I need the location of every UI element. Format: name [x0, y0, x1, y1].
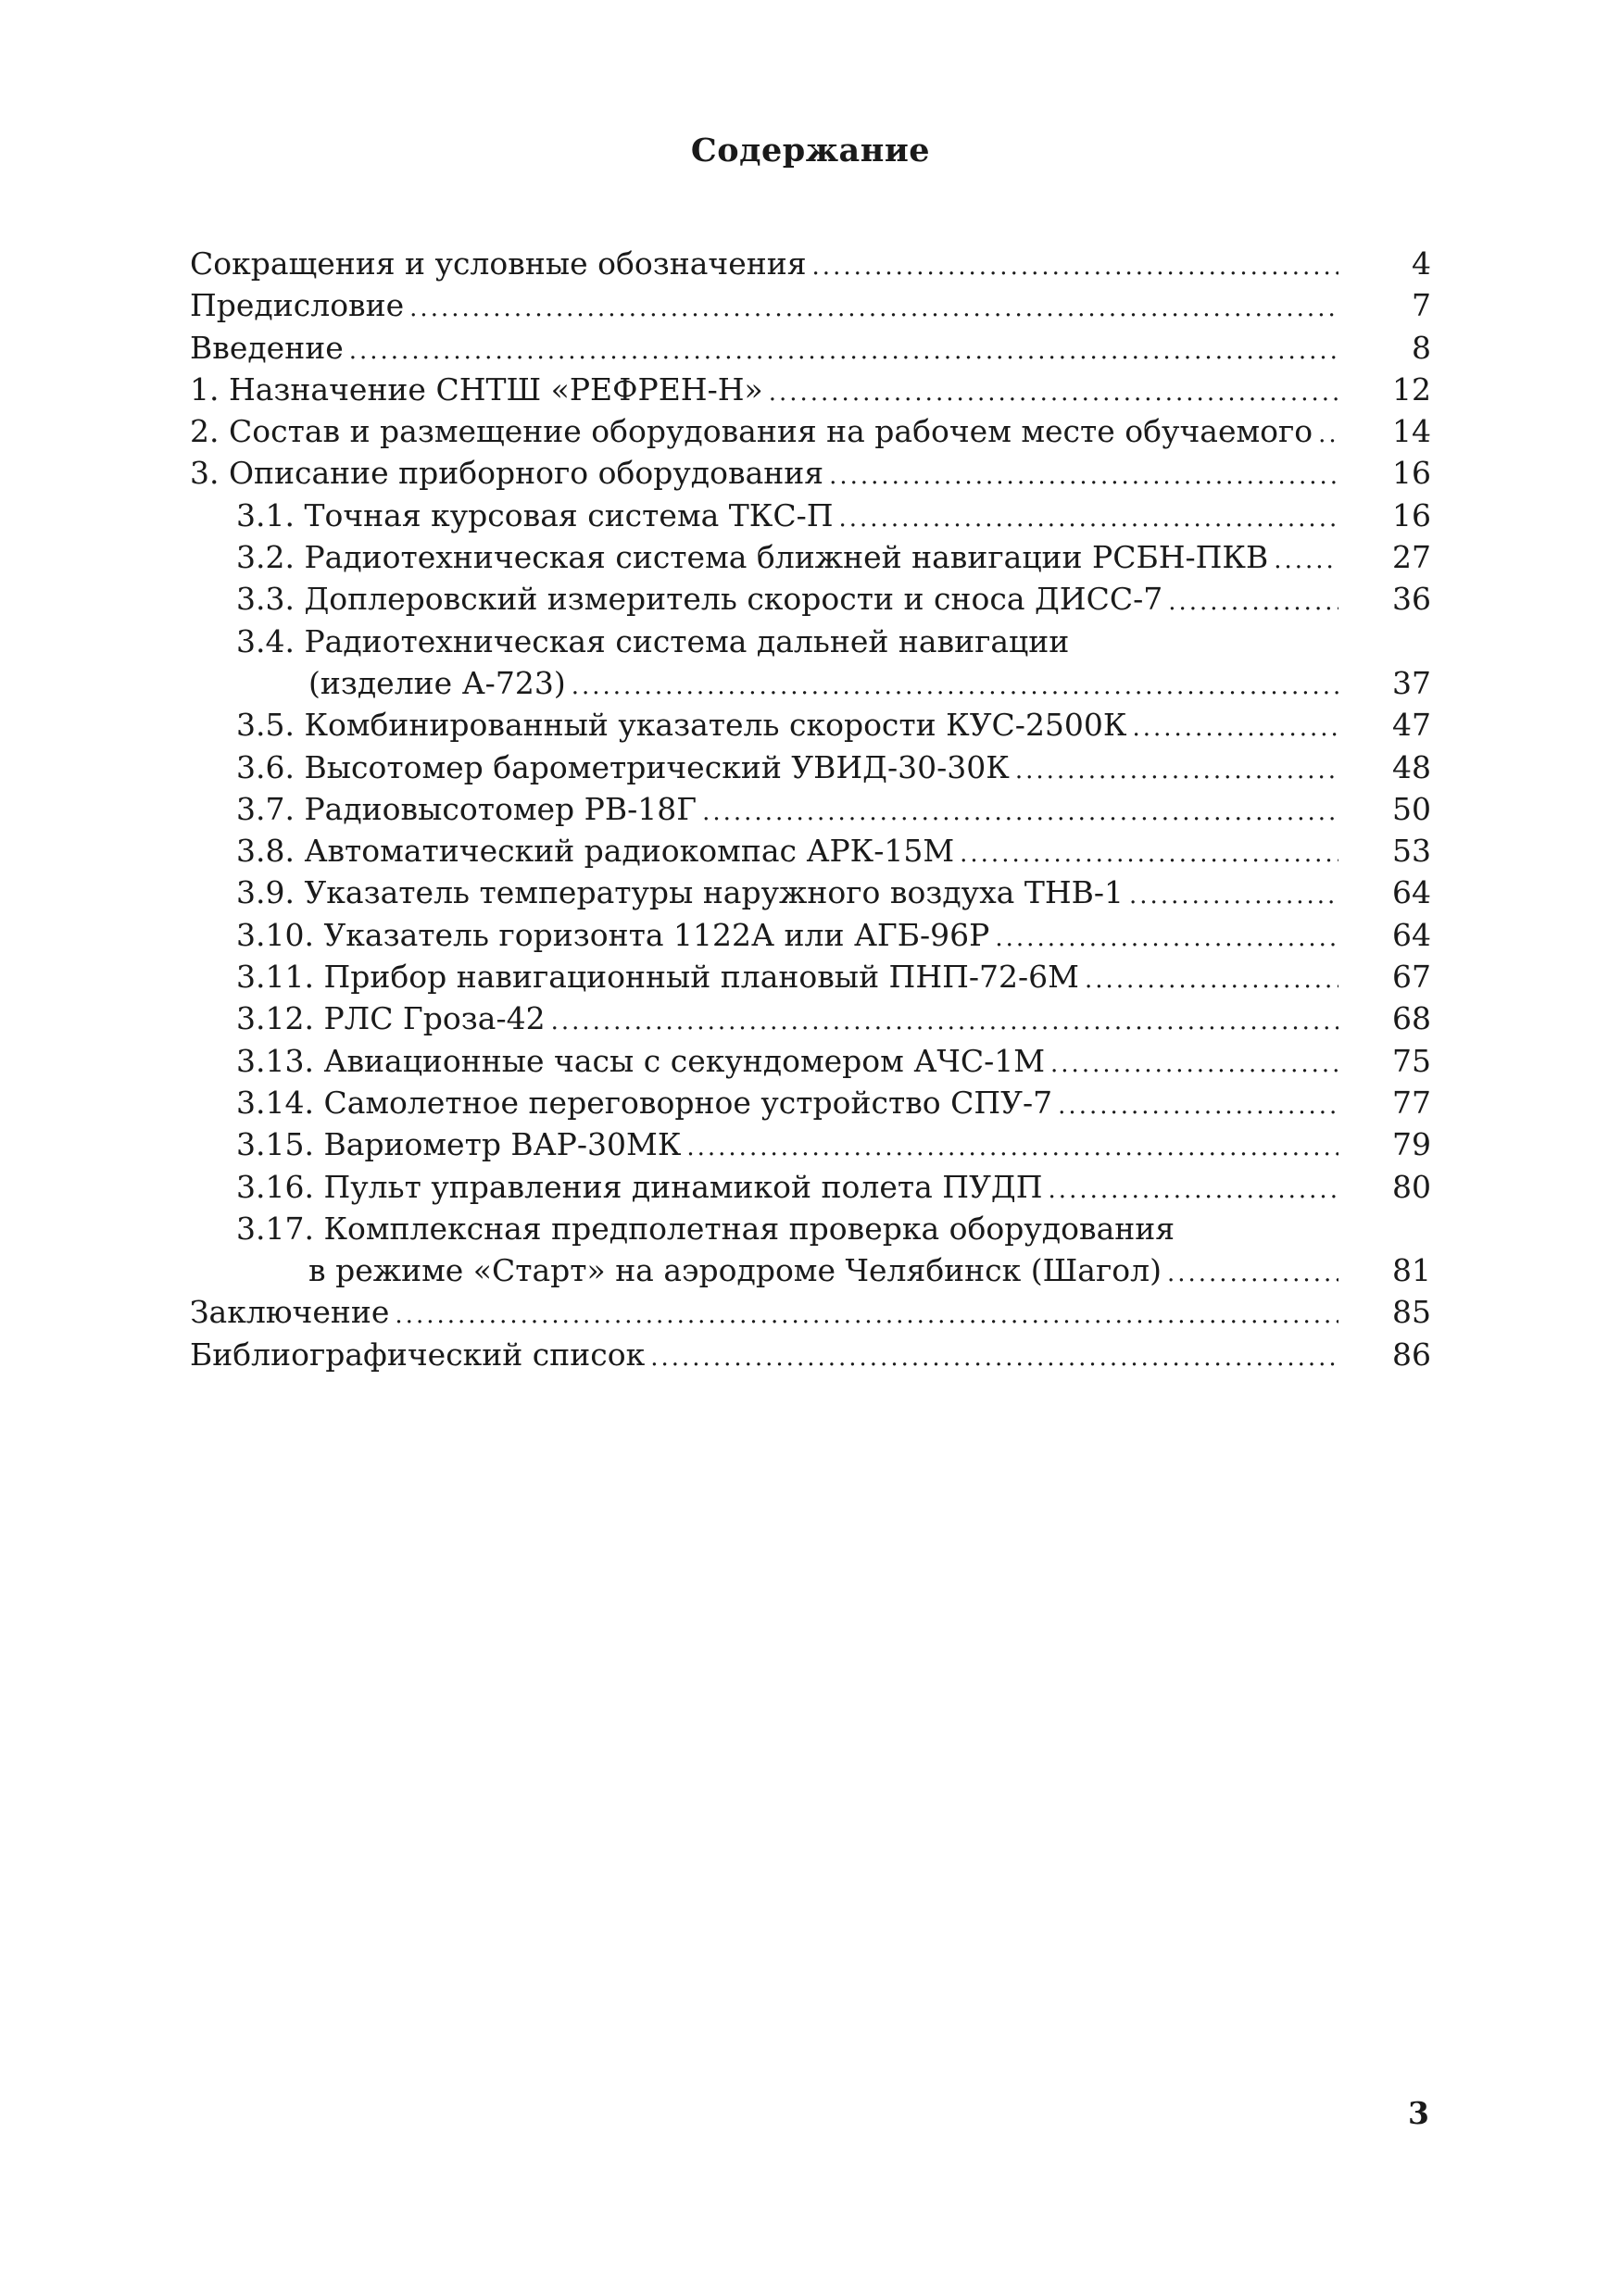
toc-entry[interactable]: [190, 1123, 1431, 1165]
toc-entry-continuation[interactable]: [190, 662, 1431, 704]
dot-leader: [395, 1295, 1338, 1336]
toc-entry-label: 2. Состав и размещение оборудования на рабочем месте обучаемого: [190, 413, 1313, 450]
toc-entry[interactable]: [190, 872, 1431, 913]
toc-entry[interactable]: [190, 621, 1431, 662]
dot-leader: [839, 498, 1338, 540]
toc-entry[interactable]: [190, 369, 1431, 410]
dot-leader: [1129, 875, 1338, 917]
dot-leader: [1168, 582, 1338, 623]
toc-entry-page: 53: [1392, 833, 1431, 870]
dot-leader: [1015, 750, 1338, 792]
toc-entry[interactable]: [190, 830, 1431, 872]
toc-entry-label: 3. Описание приборного оборудования: [190, 455, 824, 492]
toc-entry-page: 68: [1392, 1000, 1431, 1037]
toc-entry[interactable]: [190, 1166, 1431, 1208]
toc-entry[interactable]: [190, 1208, 1431, 1249]
dot-leader: [409, 288, 1338, 330]
toc-entry-label: 3.13. Авиационные часы с секундомером АЧС-1М: [236, 1042, 1046, 1079]
toc-entry-page: 79: [1392, 1126, 1431, 1163]
dot-leader: [349, 331, 1338, 372]
toc-entry-label: 3.12. РЛС Гроза-42: [236, 1000, 546, 1037]
toc-entry-label: 3.6. Высотомер барометрический УВИД-30-30К: [236, 748, 1010, 785]
toc-entry-label: (изделие А-723): [308, 664, 566, 701]
toc-entry[interactable]: [190, 788, 1431, 830]
toc-entry-label: 3.11. Прибор навигационный плановый ПНП-72-6М: [236, 959, 1079, 996]
toc-entry[interactable]: [190, 997, 1431, 1039]
toc-entry-label: 1. Назначение СНТШ «РЕФРЕН-Н»: [190, 370, 763, 408]
dot-leader: [1050, 1044, 1338, 1085]
toc-entry[interactable]: [190, 452, 1431, 494]
toc-entry-label: Введение: [190, 329, 344, 366]
toc-entry[interactable]: [190, 1040, 1431, 1082]
toc-entry[interactable]: [190, 914, 1431, 956]
toc-entry-page: 67: [1392, 959, 1431, 996]
toc-entry-continuation[interactable]: [190, 1249, 1431, 1291]
dot-leader: [1318, 414, 1338, 456]
dot-leader: [1058, 1085, 1338, 1127]
toc-entry[interactable]: [190, 1082, 1431, 1123]
toc-entry[interactable]: [190, 495, 1431, 536]
toc-entry-page: 4: [1412, 245, 1431, 282]
toc-entry-label: 3.1. Точная курсовая система ТКС-П: [236, 496, 834, 533]
toc-entry[interactable]: [190, 1291, 1431, 1333]
dot-leader: [1274, 540, 1338, 582]
toc-entry-page: 64: [1392, 874, 1431, 911]
dot-leader: [702, 792, 1338, 834]
toc-entry-page: 64: [1392, 916, 1431, 953]
toc-entry-page: 16: [1392, 455, 1431, 492]
toc-entry-page: 7: [1412, 287, 1431, 324]
toc-entry[interactable]: [190, 704, 1431, 746]
toc-entry-label: Сокращения и условные обозначения: [190, 245, 807, 282]
dot-leader: [650, 1337, 1338, 1379]
toc-entry-label: 3.9. Указатель температуры наружного воздуха ТНВ-1: [236, 874, 1125, 911]
toc-entry-label: 3.8. Автоматический радиокомпас АРК-15М: [236, 833, 955, 870]
toc-entry-page: 12: [1392, 370, 1431, 408]
toc-entry-page: 8: [1412, 329, 1431, 366]
toc-entry-label: Предисловие: [190, 287, 405, 324]
toc-entry-page: 80: [1392, 1168, 1431, 1205]
dot-leader: [1132, 708, 1338, 749]
toc-entry-page: 47: [1392, 707, 1431, 744]
toc-entry-page: 37: [1392, 664, 1431, 701]
toc-entry-label: 3.4. Радиотехническая система дальней навигации: [236, 622, 1070, 659]
toc-entry-page: 14: [1392, 413, 1431, 450]
toc-entry[interactable]: [190, 284, 1431, 326]
toc-entry[interactable]: [190, 243, 1431, 284]
dot-leader: [769, 372, 1338, 414]
toc-entry[interactable]: [190, 956, 1431, 997]
toc-entry-label: Заключение: [190, 1294, 390, 1331]
toc-entry-label: 3.10. Указатель горизонта 1122А или АГБ-96Р: [236, 916, 990, 953]
toc-entry-label: 3.2. Радиотехническая система ближней навигации РСБН-ПКВ: [236, 539, 1269, 576]
table-of-contents: [190, 243, 1431, 1375]
toc-entry-label: Библиографический список: [190, 1336, 646, 1373]
dot-leader: [1167, 1253, 1338, 1295]
toc-entry-page: 27: [1392, 539, 1431, 576]
toc-entry-label: в режиме «Старт» на аэродроме Челябинск (Шагол): [308, 1252, 1162, 1289]
toc-entry-page: 85: [1392, 1294, 1431, 1331]
dot-leader: [572, 666, 1338, 708]
toc-entry-page: 77: [1392, 1084, 1431, 1121]
toc-entry-label: 3.17. Комплексная предполетная проверка оборудования: [236, 1210, 1175, 1247]
toc-entry-label: 3.16. Пульт управления динамикой полета ПУДП: [236, 1168, 1043, 1205]
toc-entry-label: 3.14. Самолетное переговорное устройство СПУ-7: [236, 1084, 1053, 1121]
toc-entry[interactable]: [190, 1334, 1431, 1375]
toc-entry-page: 50: [1392, 790, 1431, 827]
toc-entry[interactable]: [190, 327, 1431, 369]
toc-entry-page: 86: [1392, 1336, 1431, 1373]
toc-entry[interactable]: [190, 410, 1431, 452]
toc-entry-page: 75: [1392, 1042, 1431, 1079]
dot-leader: [829, 456, 1338, 497]
toc-entry-label: 3.15. Вариометр ВАР-30МК: [236, 1126, 682, 1163]
dot-leader: [1085, 960, 1338, 1001]
page-title: Содержание: [690, 132, 931, 169]
toc-entry-label: 3.3. Доплеровский измеритель скорости и сноса ДИСС-7: [236, 581, 1163, 618]
dot-leader: [960, 834, 1338, 875]
toc-entry[interactable]: [190, 747, 1431, 788]
page-number: 3: [1408, 2095, 1429, 2131]
toc-entry-page: 16: [1392, 496, 1431, 533]
dot-leader: [686, 1127, 1338, 1169]
dot-leader: [995, 918, 1338, 960]
toc-entry[interactable]: [190, 578, 1431, 620]
dot-leader: [551, 1001, 1338, 1043]
toc-entry[interactable]: [190, 536, 1431, 578]
toc-entry-label: 3.7. Радиовысотомер РВ-18Г: [236, 790, 697, 827]
dot-leader: [1049, 1170, 1338, 1211]
toc-entry-page: 36: [1392, 581, 1431, 618]
toc-entry-page: 48: [1392, 748, 1431, 785]
toc-entry-page: 81: [1392, 1252, 1431, 1289]
dot-leader: [812, 246, 1338, 288]
toc-entry-label: 3.5. Комбинированный указатель скорости КУС-2500К: [236, 707, 1127, 744]
